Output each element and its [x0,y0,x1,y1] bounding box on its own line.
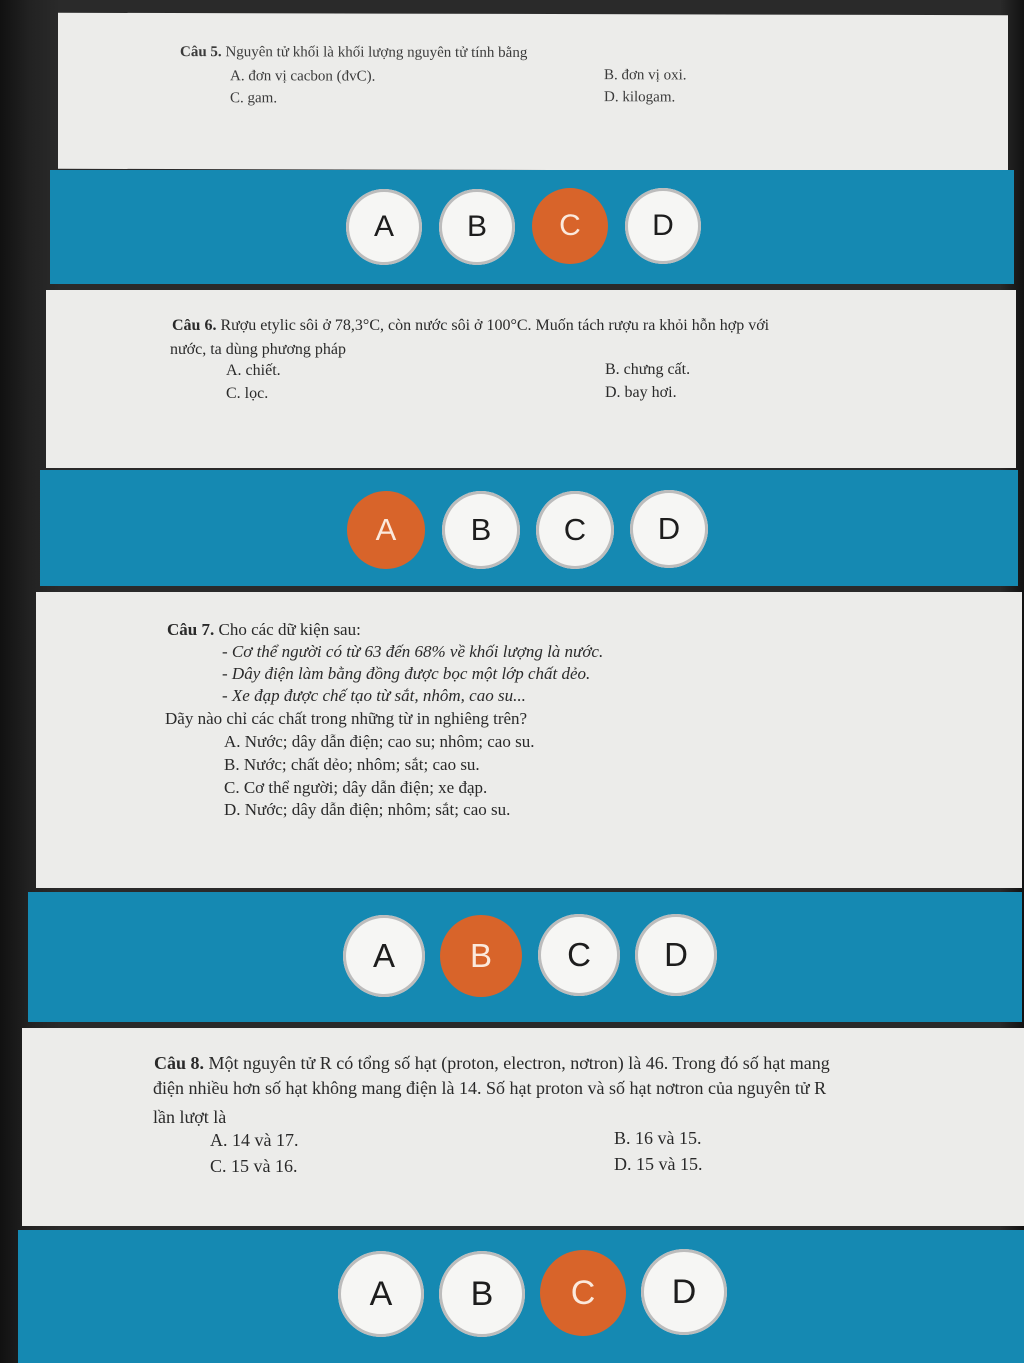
option-a-text: A. đơn vị cacbon (đvC). [230,68,376,85]
answer-button-d[interactable]: D [630,490,708,568]
fact-line-2: - Dây điện làm bằng đồng được bọc một lớp chất dẻo. [222,664,591,683]
answer-button-d[interactable]: D [635,914,717,996]
question-label: Câu 6. [172,317,217,334]
question-stem-line-3: lần lượt là [153,1107,227,1127]
question-stem: Câu 7. Cho các dữ kiện sau: [167,620,361,639]
answer-button-c[interactable]: C [532,188,608,264]
option-c-text: C. Cơ thể người; dây dẫn điện; xe đạp. [224,778,488,797]
question-label: Câu 7. [167,620,215,639]
answer-button-b[interactable]: B [442,491,520,569]
question-stem-line-2: điện nhiều hơn số hạt không mang điện là 14. Số hạt proton và số hạt nơtron của nguyên tử R [153,1078,827,1098]
question-prompt: Dãy nào chỉ các chất trong những từ in nghiêng trên? [165,709,528,728]
option-a-text: A. 14 và 17. [210,1130,299,1150]
question-stem: Câu 6. Rượu etylic sôi ở 78,3°C, còn nước sôi ở 100°C. Muốn tách rượu ra khỏi hỗn hợp với [172,317,770,334]
answer-button-a[interactable]: A [346,189,422,265]
option-c-text: C. 15 và 16. [210,1156,298,1176]
option-b-text: B. Nước; chất dẻo; nhôm; sắt; cao su. [224,755,480,774]
answer-button-c[interactable]: C [540,1250,626,1336]
option-d-text: D. Nước; dây dẫn điện; nhôm; sắt; cao su. [224,800,511,819]
fact-line-1: - Cơ thể người có từ 63 đến 68% về khối lượng là nước. [222,642,604,661]
answer-button-b[interactable]: B [439,189,515,265]
answer-bar-7 [28,892,1022,1022]
answer-button-b[interactable]: B [440,915,522,997]
answer-button-d[interactable]: D [641,1249,727,1335]
question-card-5 [58,13,1008,171]
answer-button-c[interactable]: C [536,491,614,569]
question-card-7 [36,592,1022,888]
option-b-text: B. 16 và 15. [614,1128,702,1148]
option-b-text: B. chưng cất. [605,361,691,378]
answer-button-c[interactable]: C [538,914,620,996]
answer-button-a[interactable]: A [347,491,425,569]
option-a-text: A. Nước; dây dẫn điện; cao su; nhôm; cao su. [224,732,535,751]
fact-line-3: - Xe đạp được chế tạo từ sắt, nhôm, cao su... [222,686,526,705]
option-d-text: D. kilogam. [604,89,676,106]
question-card-6 [46,290,1016,468]
option-c-text: C. lọc. [226,385,269,402]
option-a-text: A. chiết. [226,362,281,379]
option-b-text: B. đơn vị oxi. [604,67,687,84]
answer-button-a[interactable]: A [338,1251,424,1337]
question-card-8 [22,1028,1024,1226]
option-d-text: D. 15 và 15. [614,1154,703,1174]
answer-bar-8 [18,1230,1024,1363]
answer-button-d[interactable]: D [625,188,701,264]
question-stem: Câu 8. Một nguyên tử R có tổng số hạt (proton, electron, nơtron) là 46. Trong đó số hạt mang [154,1053,830,1073]
question-label: Câu 8. [154,1053,205,1073]
answer-button-a[interactable]: A [343,915,425,997]
question-stem-line-2: nước, ta dùng phương pháp [170,341,347,358]
answer-bar-5 [50,170,1014,284]
question-stem: Câu 5. Nguyên tử khối là khối lượng nguyên tử tính bằng [180,44,528,61]
answer-button-b[interactable]: B [439,1251,525,1337]
answer-bar-6 [40,470,1018,586]
question-label: Câu 5. [180,44,222,61]
option-d-text: D. bay hơi. [605,384,677,401]
option-c-text: C. gam. [230,90,278,107]
